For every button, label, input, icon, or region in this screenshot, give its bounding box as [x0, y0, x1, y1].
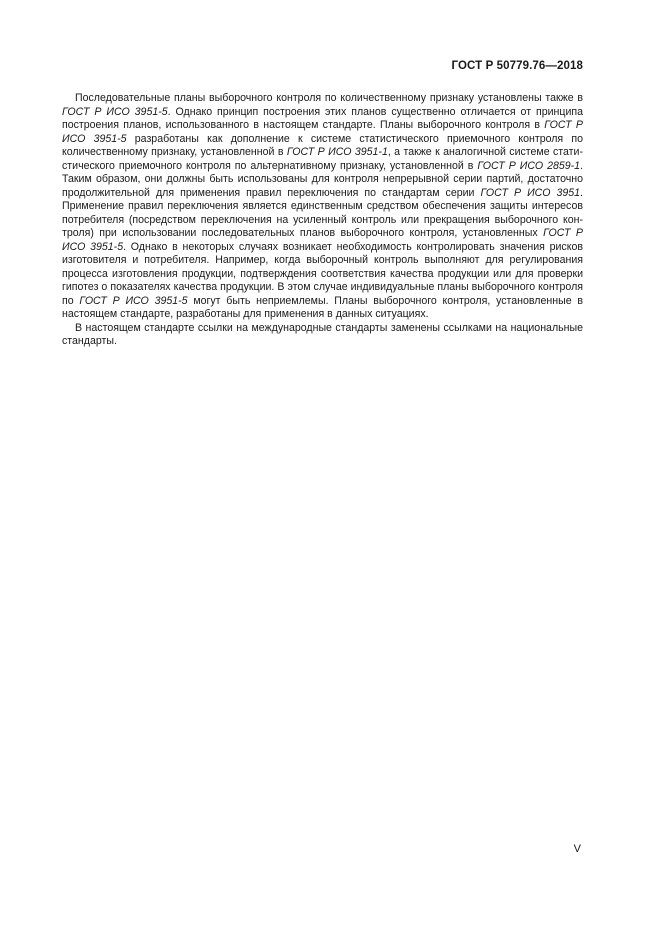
text-run: . Однако принцип построения этих планов существенно отличается от принципа построения планов, использованного в настоящем стандарте. Планы выборочного контроля в — [62, 105, 583, 131]
paragraph — [62, 322, 583, 349]
text-run: , а также к аналогичной системе статистического приемочного контроля по альтернативному признаку, установленной в — [62, 146, 583, 172]
text-run: В настоящем стандарте ссылки на международные стандарты заменены ссылками на национальные стандарты. — [62, 321, 583, 347]
text-run: могут быть неприемлемы. Планы выборочного контроля, установленные в настоящем стандарте, разработаны для применения в данных ситуациях. — [62, 294, 583, 320]
standard-reference: ГОСТ Р ИСО 2859-1 — [477, 159, 581, 172]
standard-reference: ГОСТ Р ИСО 3951 — [480, 186, 581, 199]
standard-reference: ГОСТ Р ИСО 3951-5 — [62, 105, 168, 118]
standard-reference: ГОСТ Р ИСО 3951-5 — [62, 119, 583, 145]
paragraph — [62, 92, 583, 322]
text-run: . Однако в некоторых случаях возникает необходимость контролировать значения рисков изготовителя и потребителя. Например, когда выборочный контроль выполняют для регулирования процесса изготовления продукции, подтверждения соответствия качества продукции или для проверки гипотез о показателях качества продукции. В этом случае индивидуальные планы выборочного контроля по — [62, 240, 583, 307]
body-text — [62, 92, 583, 349]
text-run: Последовательные планы выборочного контроля по количественному признаку установлены также в — [75, 92, 583, 104]
page-number: V — [573, 843, 581, 855]
text-run: разработаны как дополнение к системе статистического приемочного контроля по количественному признаку, установленной в — [62, 132, 584, 158]
standard-reference: ГОСТ Р ИСО 3951-1 — [286, 146, 388, 158]
standard-reference: ГОСТ Р ИСО 3951-5 — [79, 294, 188, 307]
standard-reference: ГОСТ Р ИСО 3951-5 — [62, 227, 583, 253]
text-run: . Применение правил переключения является единственным средством обеспечения защиты интересов потребителя (посредством переключения на усиленный контроль или прекращения выборочного контроля) при использовании последовательных планов выборочного контроля, установленных — [62, 186, 583, 239]
document-number-header: ГОСТ Р 50779.76—2018 — [451, 60, 583, 72]
text-run: . Таким образом, они должны быть использованы для контроля непрерывной серии партий, достаточно продолжительной для применения правил переключения по стандартам серии — [62, 159, 584, 199]
